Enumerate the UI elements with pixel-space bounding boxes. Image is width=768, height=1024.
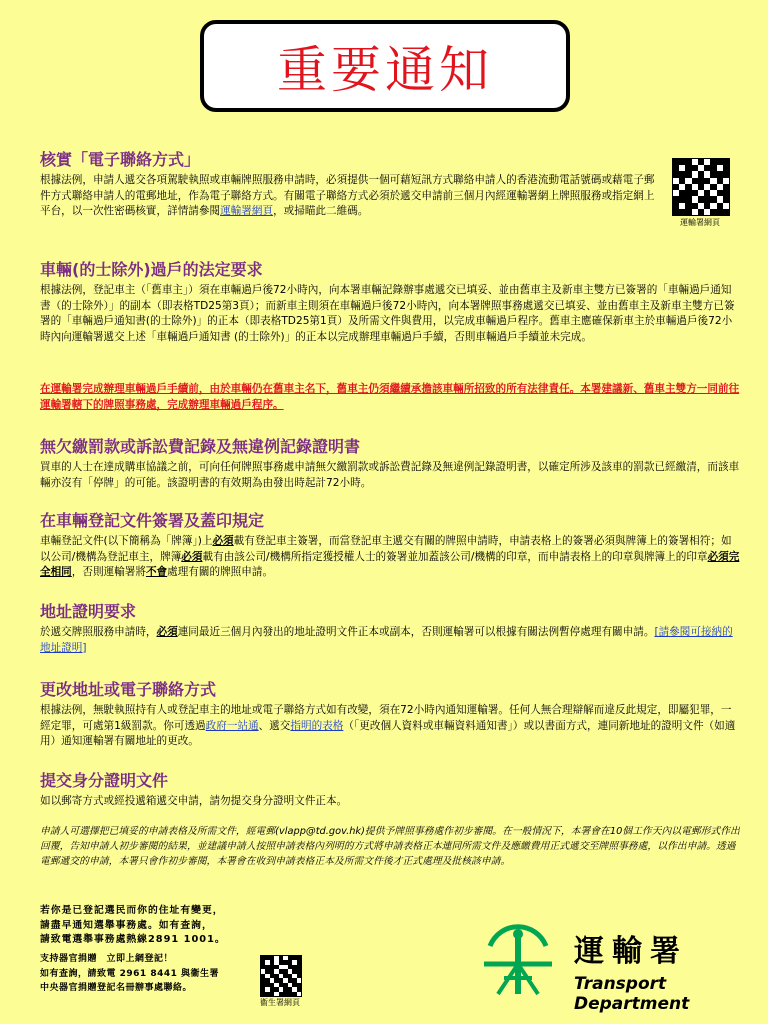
- body-text: 載有登記車主簽署，而當登記車主遞交有關的牌照申請時，申請表格上的簽署必須與牌簿上的簽署相符；如以公司/機構為登記車主，牌簿: [40, 535, 732, 563]
- section-heading: 提交身分證明文件: [40, 771, 169, 790]
- section-address-proof: [40, 602, 740, 656]
- emphasis-text: 不會: [145, 566, 168, 578]
- body-text: 處理有關的牌照申請。: [167, 566, 274, 578]
- td-logo-chinese: 運輸署: [574, 934, 688, 969]
- warning-text: 在運輸署完成辦理車輛過戶手續前，由於車輛仍在舊車主名下，舊車主仍須繼續承擔該車輛所招致的所有法律責任。本署建議新、舊車主雙方一同前往運輸署轄下的牌照事務處，完成辦理車輛過戶程序。: [40, 383, 740, 411]
- organ-line: 支持器官捐贈 立即上網登記！: [40, 954, 174, 964]
- section-identity-docs: [40, 771, 740, 810]
- section-no-fine-certificate: [40, 437, 740, 491]
- emphasis-text: 必須完全相同: [40, 550, 740, 578]
- organ-line: 中央器官捐贈登記名冊辦事處聯絡。: [40, 983, 193, 993]
- section-heading: 在車輛登記文件簽署及蓋印規定: [40, 511, 265, 530]
- qr-caption: 運輸署網頁: [680, 218, 720, 227]
- voter-line: 請致電選舉事務處熱線2891 1001。: [40, 934, 226, 945]
- specified-form-link[interactable]: 指明的表格: [290, 719, 344, 732]
- section-body: 如以郵寄方式或經投遞箱遞交申請，請勿提交身分證明文件正本。: [40, 795, 348, 807]
- section-change-address: [40, 680, 740, 750]
- voter-line: 若你是已登記選民而你的住址有變更，: [40, 905, 224, 916]
- gov-hk-link[interactable]: 政府一站通: [205, 719, 259, 732]
- td-logo: [478, 924, 734, 1014]
- italic-note-text: 申請人可選擇把已填妥的申請表格及所需文件，經電郵(vlapp@td.gov.hk)提供予牌照事務處作初步審閱。在一般情況下，本署會在10個工作天內以電郵形式作出回覆，告知申請人初步審閱的結果，並建議申請人按照申請表格內列明的方式將申請表格正本連同所需文件及應繳費用正式遞交至牌照事務處，以作出申請。透過電郵遞交的申請，本署只會作初步審閱，本署會在收到申請表格正本及所需文件後才正式處理及批核該申請。: [40, 826, 740, 867]
- emphasis-text: 必須: [212, 535, 234, 547]
- body-text: 車輛登記文件(以下簡稱為「牌簿」)上: [40, 535, 213, 547]
- section-heading: 核實「電子聯絡方式」: [40, 150, 201, 169]
- section-body: [40, 625, 740, 656]
- section-heading: 地址證明要求: [40, 602, 137, 621]
- organ-line: 如有查詢，請致電 2961 8441 與衞生署: [40, 968, 219, 979]
- td-website-qr-code[interactable]: [672, 158, 730, 216]
- title-box: [200, 20, 570, 112]
- email-submission-note: [40, 824, 740, 869]
- body-text: ，或掃瞄此二維碼。: [273, 205, 369, 217]
- section-body: 買車的人士在達成購車協議之前，可向任何牌照事務處申請無欠繳罰款或訴訟費記錄及無違例記錄證明書，以確定所涉及該車的罰款已經繳清，而該車輛亦沒有「停牌」的可能。該證明書的有效期為由發出時起計72小時。: [40, 461, 740, 489]
- body-text: （「更改個人資料或車輛資料通知書」）或以書面方式，連同新地址的證明文件（如適用）通知運輸署有關地址的更改。: [40, 719, 736, 747]
- qr-caption: 衞生署網頁: [260, 998, 300, 1007]
- section-vehicle-transfer: [40, 260, 740, 345]
- voter-notice: [40, 904, 260, 948]
- body-text: 載有由該公司/機構所指定獲授權人士的簽署並加蓋該公司/機構的印章，而申請表格上的印章與牌簿上的印章: [202, 550, 708, 563]
- section-heading: 無欠繳罰款或訴訟費記錄及無違例記錄證明書: [40, 437, 361, 456]
- section-body: [40, 703, 740, 750]
- section-heading: 更改地址或電子聯絡方式: [40, 680, 217, 699]
- td-emblem-icon: [478, 924, 558, 1000]
- voter-line: 請盡早通知選舉事務處。如有查詢，: [40, 919, 213, 931]
- emphasis-text: 必須: [156, 626, 178, 638]
- section-body: [40, 534, 740, 581]
- td-website-link[interactable]: 運輸署網頁: [220, 205, 274, 217]
- section-electronic-contact: [40, 150, 665, 220]
- td-logo-english: Transport Department: [574, 974, 690, 1014]
- address-proof-link[interactable]: [請參閱可接納的地址證明]: [40, 626, 733, 654]
- section-signature-seal: [40, 511, 740, 581]
- body-text: 根據法例，申請人遞交各項駕駛執照或車輛牌照服務申請時，必須提供一個可藉短訊方式聯絡申請人的香港流動電話號碼或藉電子郵件方式聯絡申請人的電郵地址，作為電子聯絡方式。有關電子聯絡方式必須於遞交申請前三個月內經運輸署網上牌照服務或指定網上平台，以一次性密碼核實，詳情請參閱: [40, 174, 655, 217]
- section-body: 根據法例，登記車主（「舊車主」）須在車輛過戶後72小時內，向本署車輛記錄辦事處遞交已填妥、並由舊車主及新車主雙方已簽署的「車輛過戶通知書（的士除外）」的副本（即表格TD25第3頁）；而新車主則須在車輛過戶後72小時內，向本署牌照事務處遞交已填妥、並由舊車主及新車主雙方已簽署的「車輛過戶通知書(的士除外)」的正本（即表格TD25第1頁）及所需文件與費用，以完成車輛過戶程序。舊車主應確保新車主於車輛過戶後72小時內向運輸署遞交上述「車輛過戶通知書 (的士除外)」的正本以完成辦理車輛過戶手續，否則車輛過戶手續並未完成。: [40, 284, 735, 343]
- warning-notice: [40, 382, 740, 413]
- section-heading: 車輛(的士除外)過戶的法定要求: [40, 260, 263, 279]
- body-text: 連同最近三個月內發出的地址證明文件正本或副本，否則運輸署可以根據有關法例暫停處理有關申請。: [177, 626, 655, 638]
- body-text: 、遞交: [258, 719, 291, 732]
- dh-website-qr-code[interactable]: [260, 955, 302, 997]
- body-text: 於遞交牌照服務申請時，: [40, 626, 157, 638]
- page-title: 重要通知: [277, 41, 493, 99]
- organ-donation-notice: [40, 952, 262, 996]
- emphasis-text: 必須: [181, 550, 203, 563]
- body-text: 根據法例，無駛執照持有人或登記車主的地址或電子聯絡方式如有改變，須在72小時內通知運輸署。任何人無合理辯解而違反此規定，即屬犯罪，一經定罪，可處第1級罰款。你可透過: [40, 704, 732, 732]
- section-body: [40, 173, 665, 220]
- body-text: ，否則運輸署將: [71, 566, 146, 578]
